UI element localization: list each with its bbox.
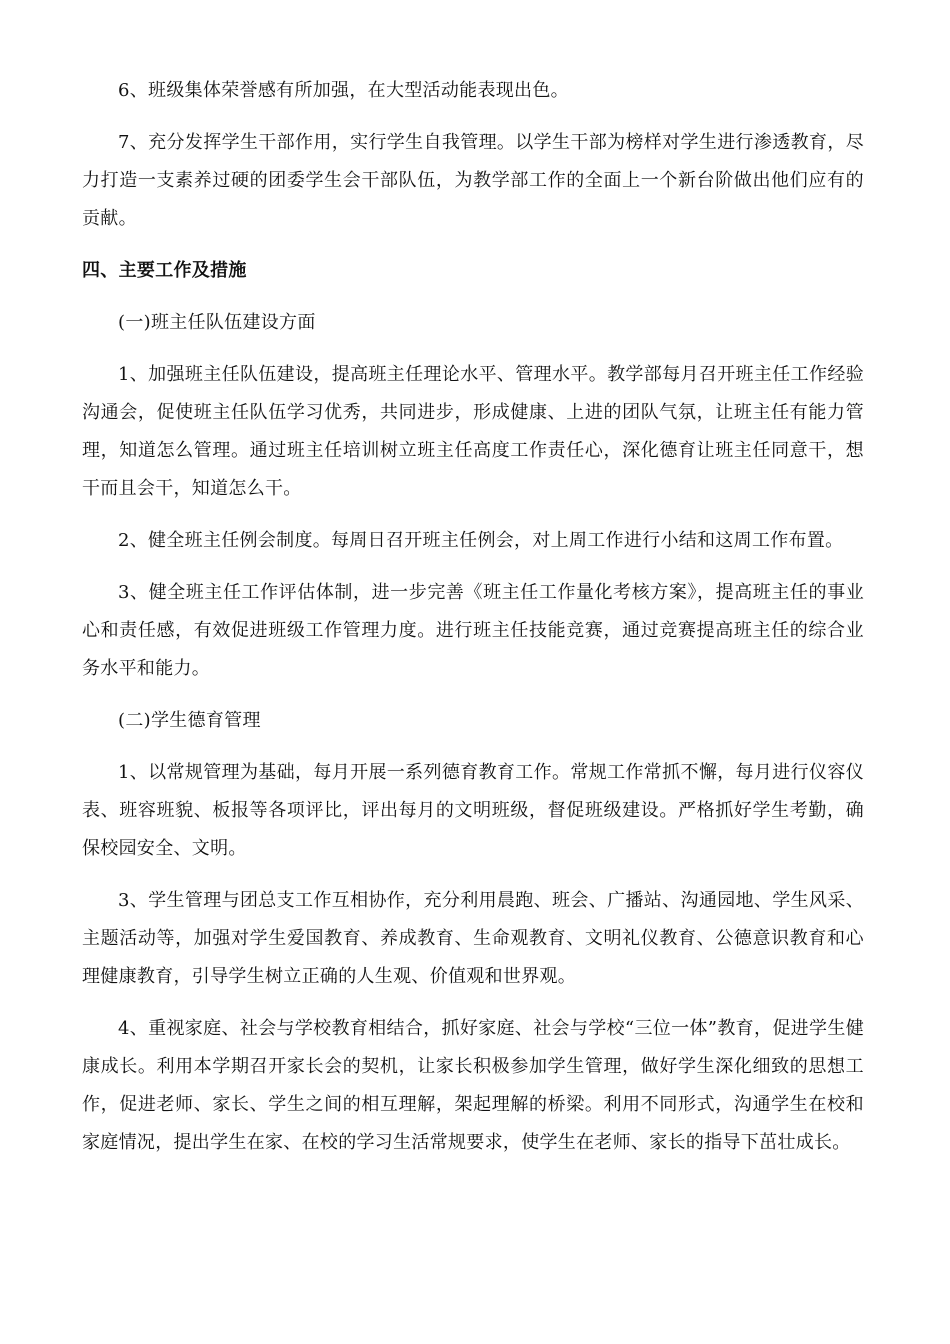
subsection-heading-moral-education: (二)学生德育管理 bbox=[118, 710, 261, 731]
paragraph-item-7: 7、充分发挥学生干部作用，实行学生自我管理。以学生干部为榜样对学生进行渗透教育，尽力打造一支素养过硬的团委学生会干部队伍，为教学部工作的全面上一个新台阶做出他们应有的贡献。 bbox=[82, 132, 864, 229]
paragraph-teacher-team-2: 2、健全班主任例会制度。每周日召开班主任例会，对上周工作进行小结和这周工作布置。 bbox=[118, 530, 844, 551]
paragraph-moral-1: 1、以常规管理为基础，每月开展一系列德育教育工作。常规工作常抓不懈，每月进行仪容仪表、班容班貌、板报等各项评比，评出每月的文明班级，督促班级建设。严格抓好学生考勤，确保校园安全、文明。 bbox=[82, 762, 864, 859]
paragraph-moral-4: 4、重视家庭、社会与学校教育相结合，抓好家庭、社会与学校“三位一体”教育，促进学生健康成长。利用本学期召开家长会的契机，让家长积极参加学生管理，做好学生深化细致的思想工作，促进老师、家长、学生之间的相互理解，架起理解的桥梁。利用不同形式，沟通学生在校和家庭情况，提出学生在家、在校的学习生活常规要求，使学生在老师、家长的指导下茁壮成长。 bbox=[82, 1018, 864, 1153]
paragraph-teacher-team-3: 3、健全班主任工作评估体制，进一步完善《班主任工作量化考核方案》，提高班主任的事业心和责任感，有效促进班级工作管理力度。进行班主任技能竞赛，通过竞赛提高班主任的综合业务水平和能力。 bbox=[82, 582, 864, 679]
document-page bbox=[82, 72, 864, 1162]
subsection-heading-teacher-team: (一)班主任队伍建设方面 bbox=[118, 312, 316, 333]
paragraph-item-6: 6、班级集体荣誉感有所加强，在大型活动能表现出色。 bbox=[118, 80, 569, 101]
paragraph-teacher-team-1: 1、加强班主任队伍建设，提高班主任理论水平、管理水平。教学部每月召开班主任工作经验沟通会，促使班主任队伍学习优秀，共同进步，形成健康、上进的团队气氛，让班主任有能力管理，知道怎么管理。通过班主任培训树立班主任高度工作责任心，深化德育让班主任同意干，想干而且会干，知道怎么干。 bbox=[82, 364, 864, 499]
section-heading-main-work: 四、主要工作及措施 bbox=[82, 260, 247, 281]
paragraph-moral-3: 3、学生管理与团总支工作互相协作，充分利用晨跑、班会、广播站、沟通园地、学生风采、主题活动等，加强对学生爱国教育、养成教育、生命观教育、文明礼仪教育、公德意识教育和心理健康教育，引导学生树立正确的人生观、价值观和世界观。 bbox=[82, 890, 864, 987]
